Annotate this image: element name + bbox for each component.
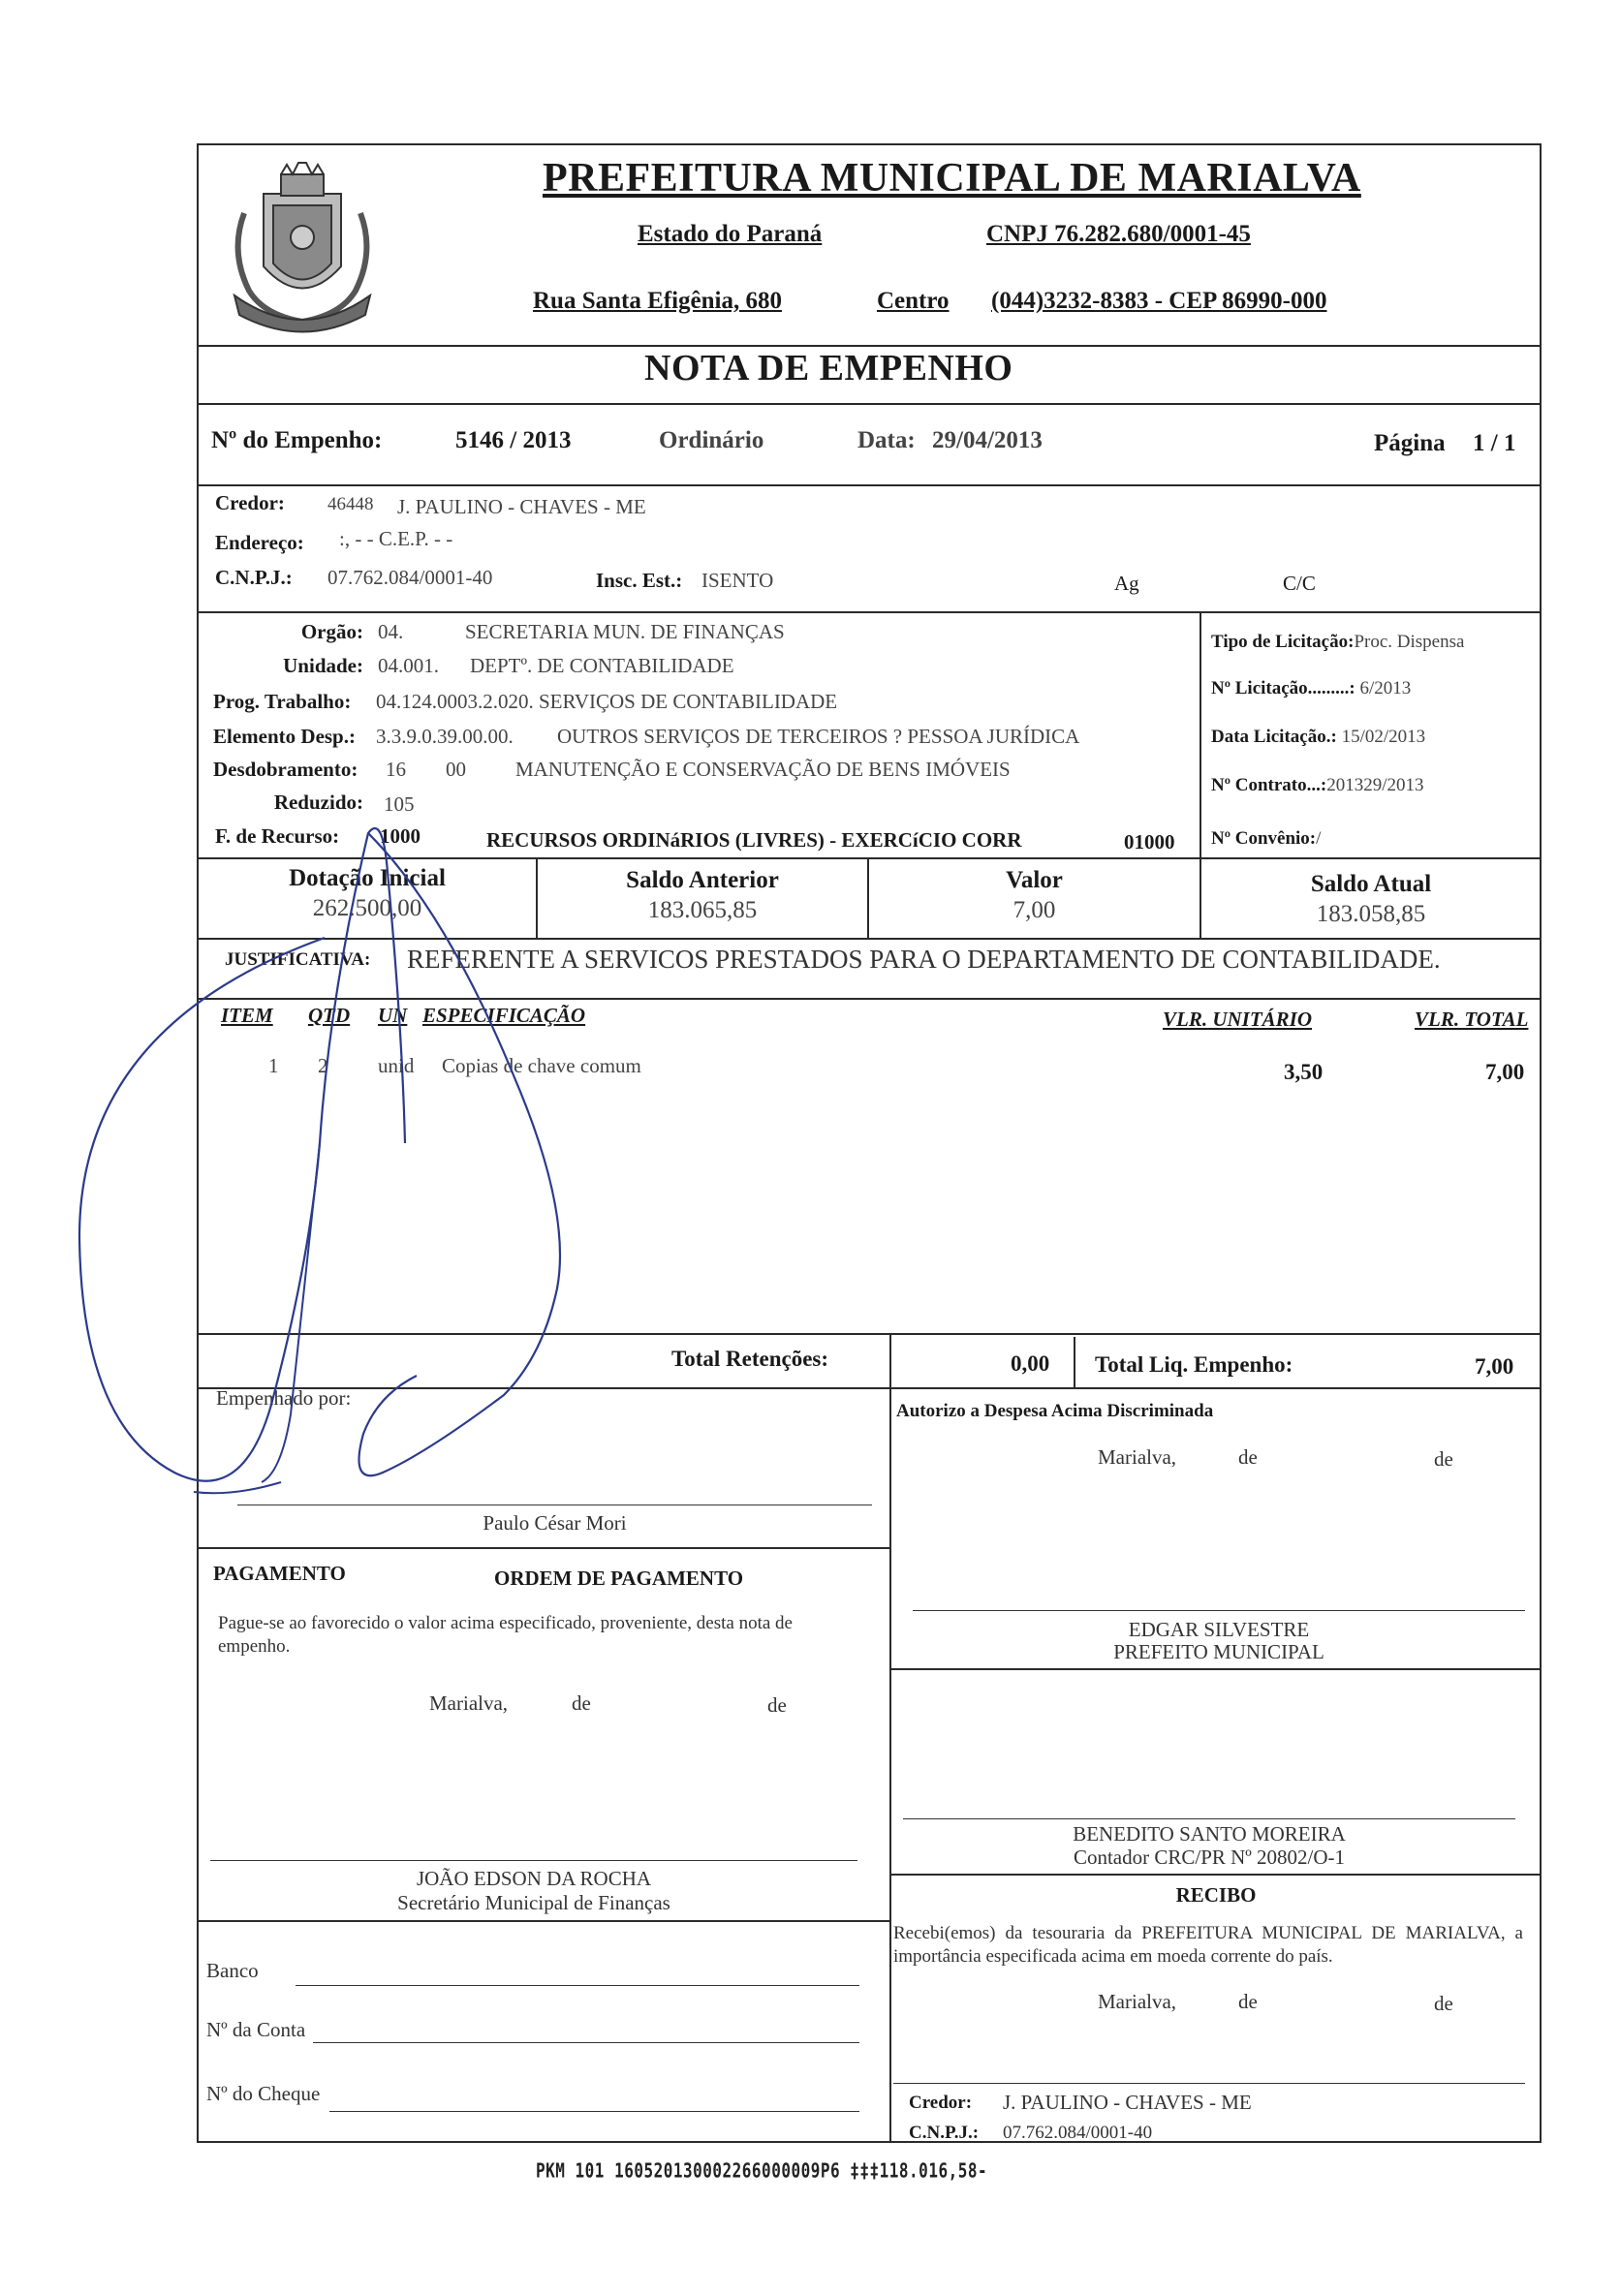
saldo-atual-label: Saldo Atual [1310,871,1432,897]
conta-label: Nº da Conta [206,2018,306,2041]
liquido-label: Total Liq. Empenho: [1095,1352,1293,1377]
licitacao-num: 6/2013 [1359,678,1412,698]
prefeito-nome: EDGAR SILVESTRE [1128,1618,1310,1641]
credor-label: Credor: [215,491,285,514]
autorizo-local: Marialva, [1098,1445,1177,1469]
phone-cep: (044)3232-8383 - CEP 86990-000 [991,288,1327,314]
pagamento-label: PAGAMENTO [213,1562,346,1585]
empenho-type: Ordinário [659,427,764,453]
insc-label: Insc. Est.: [596,569,683,592]
contador-cargo: Contador CRC/PR Nº 20802/O-1 [1073,1846,1346,1869]
dotacao-value: 262.500,00 [312,895,422,921]
unidade-name: DEPTº. DE CONTABILIDADE [470,654,734,677]
recibo-de-2: de [1434,1992,1453,2015]
row-qtd: 2 [318,1054,328,1077]
recurso-name: RECURSOS ORDINáRIOS (LIVRES) - EXERCíCIO CORR [486,828,1022,852]
recibo-credor-label: Credor: [909,2093,973,2113]
insc-value: ISENTO [701,569,774,592]
valor-label: Valor [1006,867,1063,893]
endereco-label: Endereço: [215,531,304,554]
credor-name: J. PAULINO - CHAVES - ME [397,495,646,518]
saldo-atual-value: 183.058,85 [1316,901,1426,927]
account-label: C/C [1283,572,1316,595]
autorizo-text: Autorizo a Despesa Acima Discriminada [896,1401,1214,1421]
prog-value: 04.124.0003.2.020. SERVIÇOS DE CONTABILIDADE [376,690,838,713]
orgao-code: 04. [378,620,404,643]
elemento-name: OUTROS SERVIÇOS DE TERCEIROS ? PESSOA JURÍDICA [557,725,1080,748]
orgao-name: SECRETARIA MUN. DE FINANÇAS [465,620,785,643]
pagamento-de-2: de [767,1693,787,1717]
justificativa-label: JUSTIFICATIVA: [225,949,371,970]
licitacao-data-label: Data Licitação.: [1211,727,1337,747]
recibo-cnpj-label: C.N.P.J.: [909,2123,980,2143]
prefeito-cargo: PREFEITO MUNICIPAL [1113,1640,1324,1663]
elemento-code: 3.3.9.0.39.00.00. [376,725,514,748]
pagamento-local: Marialva, [429,1691,509,1715]
recibo-local: Marialva, [1098,1990,1177,2013]
empenho-number: 5146 / 2013 [455,427,572,453]
cheque-label: Nº do Cheque [206,2082,321,2105]
row-total: 7,00 [1485,1060,1525,1084]
licitacao-data: 15/02/2013 [1341,727,1426,747]
desdobramento-name: MANUTENÇÃO E CONSERVAÇÃO DE BENS IMÓVEIS [515,758,1011,781]
licitacao-tipo-label [1211,632,1464,653]
recibo-credor: J. PAULINO - CHAVES - ME [1003,2091,1252,2114]
reduzido-value: 105 [384,792,415,816]
contador-nome: BENEDITO SANTO MOREIRA [1073,1822,1346,1846]
credor-code: 46448 [327,494,374,514]
empenho-number-label: Nº do Empenho: [211,427,383,453]
recibo-texto: Recebi(emos) da tesouraria da PREFEITURA MUNICIPAL DE MARIALVA, a importância especificada acima em moeda corrente do país. [893,1923,1523,1967]
valor-value: 7,00 [1012,897,1056,923]
recibo-cnpj: 07.762.084/0001-40 [1003,2123,1153,2143]
conta-field[interactable] [313,2042,859,2043]
row-item: 1 [268,1054,279,1077]
elemento-label: Elemento Desp.: [213,725,356,748]
row-unit: 3,50 [1284,1060,1324,1084]
empenhado-nome: Paulo César Mori [483,1511,627,1535]
pagamento-texto: Pague-se ao favorecido o valor acima especificado, proveniente, desta nota de empenho. [218,1613,793,1657]
saldo-anterior-label: Saldo Anterior [626,867,779,893]
col-header-item: ITEM [221,1004,273,1027]
licitacao-num-row [1211,678,1411,699]
retencoes-label: Total Retenções: [671,1347,829,1371]
state-name: Estado do Paraná [638,221,823,247]
footer-code: PKM 101 160520130002266000009P6 ‡‡‡118.016,58- [536,2158,988,2183]
retencoes-value: 0,00 [1011,1351,1050,1376]
saldo-anterior-value: 183.065,85 [647,897,758,923]
licitacao-tipo-label-text: Tipo de Licitação: [1211,632,1355,652]
ordem-pagamento-label: ORDEM DE PAGAMENTO [494,1567,744,1590]
recurso-code: 1000 [380,824,421,848]
district: Centro [877,288,950,314]
reduzido-label: Reduzido: [273,791,363,814]
pagamento-de-1: de [572,1691,591,1715]
row-un: unid [378,1054,415,1077]
convenio-label: Nº Convênio: [1211,828,1317,849]
recibo-de-1: de [1238,1990,1258,2013]
empenhado-label: Empenhado por: [216,1386,352,1410]
justificativa-text: REFERENTE A SERVICOS PRESTADOS PARA O DEPARTAMENTO DE CONTABILIDADE. [407,945,1441,974]
licitacao-data-row [1211,727,1425,748]
contrato-label: Nº Contrato...: [1211,775,1327,795]
licitacao-tipo: Proc. Dispensa [1354,632,1465,652]
col-header-qtd: QTD [308,1004,351,1027]
col-header-un: UN [378,1004,408,1027]
page-number: 1 / 1 [1473,430,1516,456]
agency-label: Ag [1114,572,1139,595]
liquido-value: 7,00 [1475,1354,1514,1379]
orgao-label: Orgão: [300,620,363,643]
dotacao-label: Dotação Inicial [289,865,446,891]
banco-field[interactable] [296,1985,859,1986]
contrato-value: 201329/2013 [1326,775,1424,795]
street-address: Rua Santa Efigênia, 680 [533,288,782,314]
municipality-title: PREFEITURA MUNICIPAL DE MARIALVA [543,156,1361,201]
autorizo-de-2: de [1434,1447,1453,1471]
col-header-unit: VLR. UNITÁRIO [1163,1008,1313,1031]
secretario-cargo: Secretário Municipal de Finanças [397,1891,670,1914]
coat-of-arms-logo [205,155,399,339]
desdobramento-label: Desdobramento: [213,758,358,781]
cheque-field[interactable] [329,2111,859,2112]
autorizo-de-1: de [1238,1445,1258,1469]
contrato-row [1211,775,1423,796]
col-header-total: VLR. TOTAL [1415,1008,1529,1031]
prog-label: Prog. Trabalho: [213,690,352,713]
page-label: Página [1374,430,1446,456]
recurso-label: F. de Recurso: [215,824,340,848]
document-title: NOTA DE EMPENHO [644,348,1013,388]
row-espec: Copias de chave comum [442,1054,641,1077]
empenho-date: 29/04/2013 [932,427,1043,453]
unidade-label: Unidade: [283,654,363,677]
banco-label: Banco [206,1959,259,1982]
cnpj-label: C.N.P.J.: [215,566,293,589]
col-header-espec: ESPECIFICAÇÃO [422,1004,586,1027]
secretario-nome: JOÃO EDSON DA ROCHA [416,1867,652,1890]
desdobramento-b: 00 [446,758,466,781]
cnpj-header: CNPJ 76.282.680/0001-45 [986,221,1251,247]
recibo-label: RECIBO [1175,1883,1257,1907]
licitacao-num-label: Nº Licitação.........: [1211,678,1355,698]
convenio-value: / [1316,828,1322,849]
credor-cnpj: 07.762.084/0001-40 [327,566,493,589]
endereco-value: :, - - C.E.P. - - [339,527,453,550]
desdobramento-a: 16 [386,758,406,781]
unidade-code: 04.001. [378,654,439,677]
recurso-code2: 01000 [1124,830,1175,853]
convenio-row [1211,828,1321,850]
date-label: Data: [857,427,916,453]
